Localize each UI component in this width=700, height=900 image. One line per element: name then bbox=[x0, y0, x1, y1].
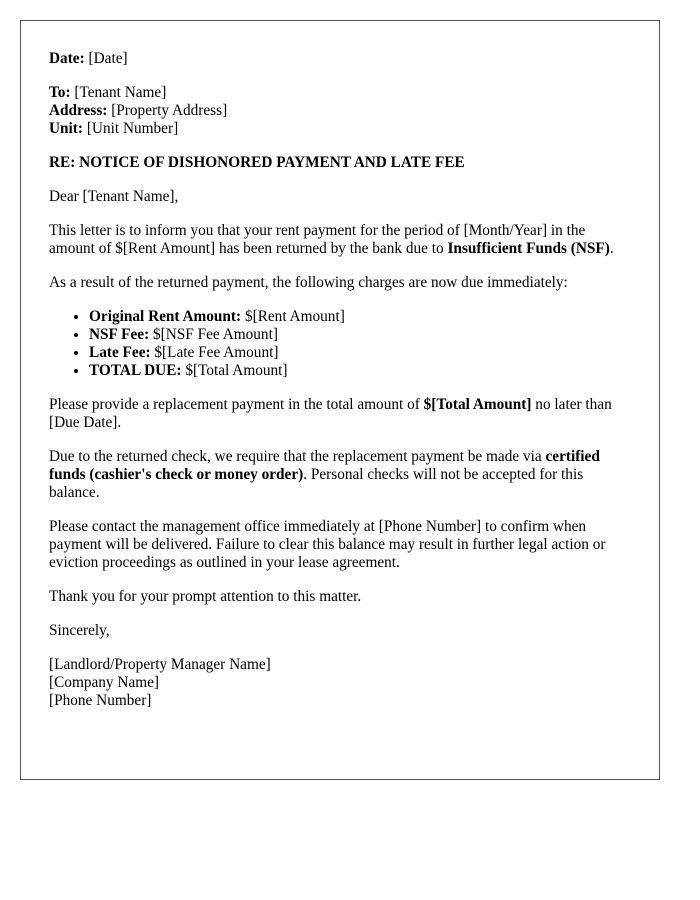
address-line bbox=[49, 102, 631, 120]
address-label: Address: bbox=[49, 102, 108, 119]
address-value: [Property Address] bbox=[111, 102, 228, 119]
signature-phone: [Phone Number] bbox=[49, 692, 152, 709]
charges-list bbox=[49, 308, 631, 380]
signature-block bbox=[49, 656, 631, 710]
charge-value: $[NSF Fee Amount] bbox=[149, 326, 278, 343]
to-value: [Tenant Name] bbox=[74, 84, 167, 101]
paragraph-thank-you: Thank you for your prompt attention to this matter. bbox=[49, 588, 362, 605]
charge-item-total-due bbox=[89, 362, 631, 380]
paragraph-contact-office: Please contact the management office immediately at [Phone Number] to confirm when payment will be delivered. Failure to clear this balance may result in further legal action or eviction proceedings as outlined in your lease agreement. bbox=[49, 518, 606, 571]
paragraph4-end: . Personal checks will not be accepted for this balance. bbox=[49, 466, 584, 501]
date-value: [Date] bbox=[88, 50, 128, 67]
charge-label: TOTAL DUE: bbox=[89, 362, 182, 379]
to-label: To: bbox=[49, 84, 71, 101]
salutation: Dear [Tenant Name], bbox=[49, 188, 179, 205]
paragraph4-bold: certified funds (cashier's check or money order) bbox=[49, 448, 600, 483]
charge-label: NSF Fee: bbox=[89, 326, 150, 343]
recipient-block bbox=[49, 84, 631, 138]
unit-value: [Unit Number] bbox=[86, 120, 179, 137]
unit-label: Unit: bbox=[49, 120, 83, 137]
subject-text: RE: NOTICE OF DISHONORED PAYMENT AND LATE FEE bbox=[49, 154, 465, 171]
paragraph-replacement-payment bbox=[49, 396, 631, 432]
paragraph3-bold: $[Total Amount] bbox=[423, 396, 532, 413]
closing: Sincerely, bbox=[49, 622, 110, 639]
signature-name: [Landlord/Property Manager Name] bbox=[49, 656, 271, 673]
subject-line bbox=[49, 154, 631, 172]
to-line bbox=[49, 84, 631, 102]
unit-line bbox=[49, 120, 631, 138]
signature-company: [Company Name] bbox=[49, 674, 160, 691]
charge-label: Original Rent Amount: bbox=[89, 308, 242, 325]
letter-document bbox=[20, 20, 660, 780]
paragraph-returned-payment bbox=[49, 222, 631, 258]
charge-item-nsf-fee bbox=[89, 326, 631, 344]
charge-value: $[Total Amount] bbox=[181, 362, 288, 379]
paragraph1-bold: Insufficient Funds (NSF) bbox=[447, 240, 610, 257]
paragraph4-text: Due to the returned check, we require that the replacement payment be made via bbox=[49, 448, 546, 465]
paragraph3-end: no later than [Due Date]. bbox=[49, 396, 612, 431]
charge-item-late-fee bbox=[89, 344, 631, 362]
paragraph1-text: This letter is to inform you that your rent payment for the period of [Month/Year] in the amount of $[Rent Amount] has been returned by the bank due to bbox=[49, 222, 586, 257]
date-line bbox=[49, 50, 631, 68]
paragraph-charges-intro: As a result of the returned payment, the following charges are now due immediately: bbox=[49, 274, 568, 291]
charge-item-original-rent bbox=[89, 308, 631, 326]
paragraph1-end: . bbox=[609, 240, 614, 257]
charge-value: $[Rent Amount] bbox=[241, 308, 345, 325]
charge-value: $[Late Fee Amount] bbox=[150, 344, 279, 361]
date-label: Date: bbox=[49, 50, 85, 67]
paragraph-certified-funds bbox=[49, 448, 631, 502]
paragraph3-text: Please provide a replacement payment in the total amount of bbox=[49, 396, 424, 413]
charge-label: Late Fee: bbox=[89, 344, 151, 361]
